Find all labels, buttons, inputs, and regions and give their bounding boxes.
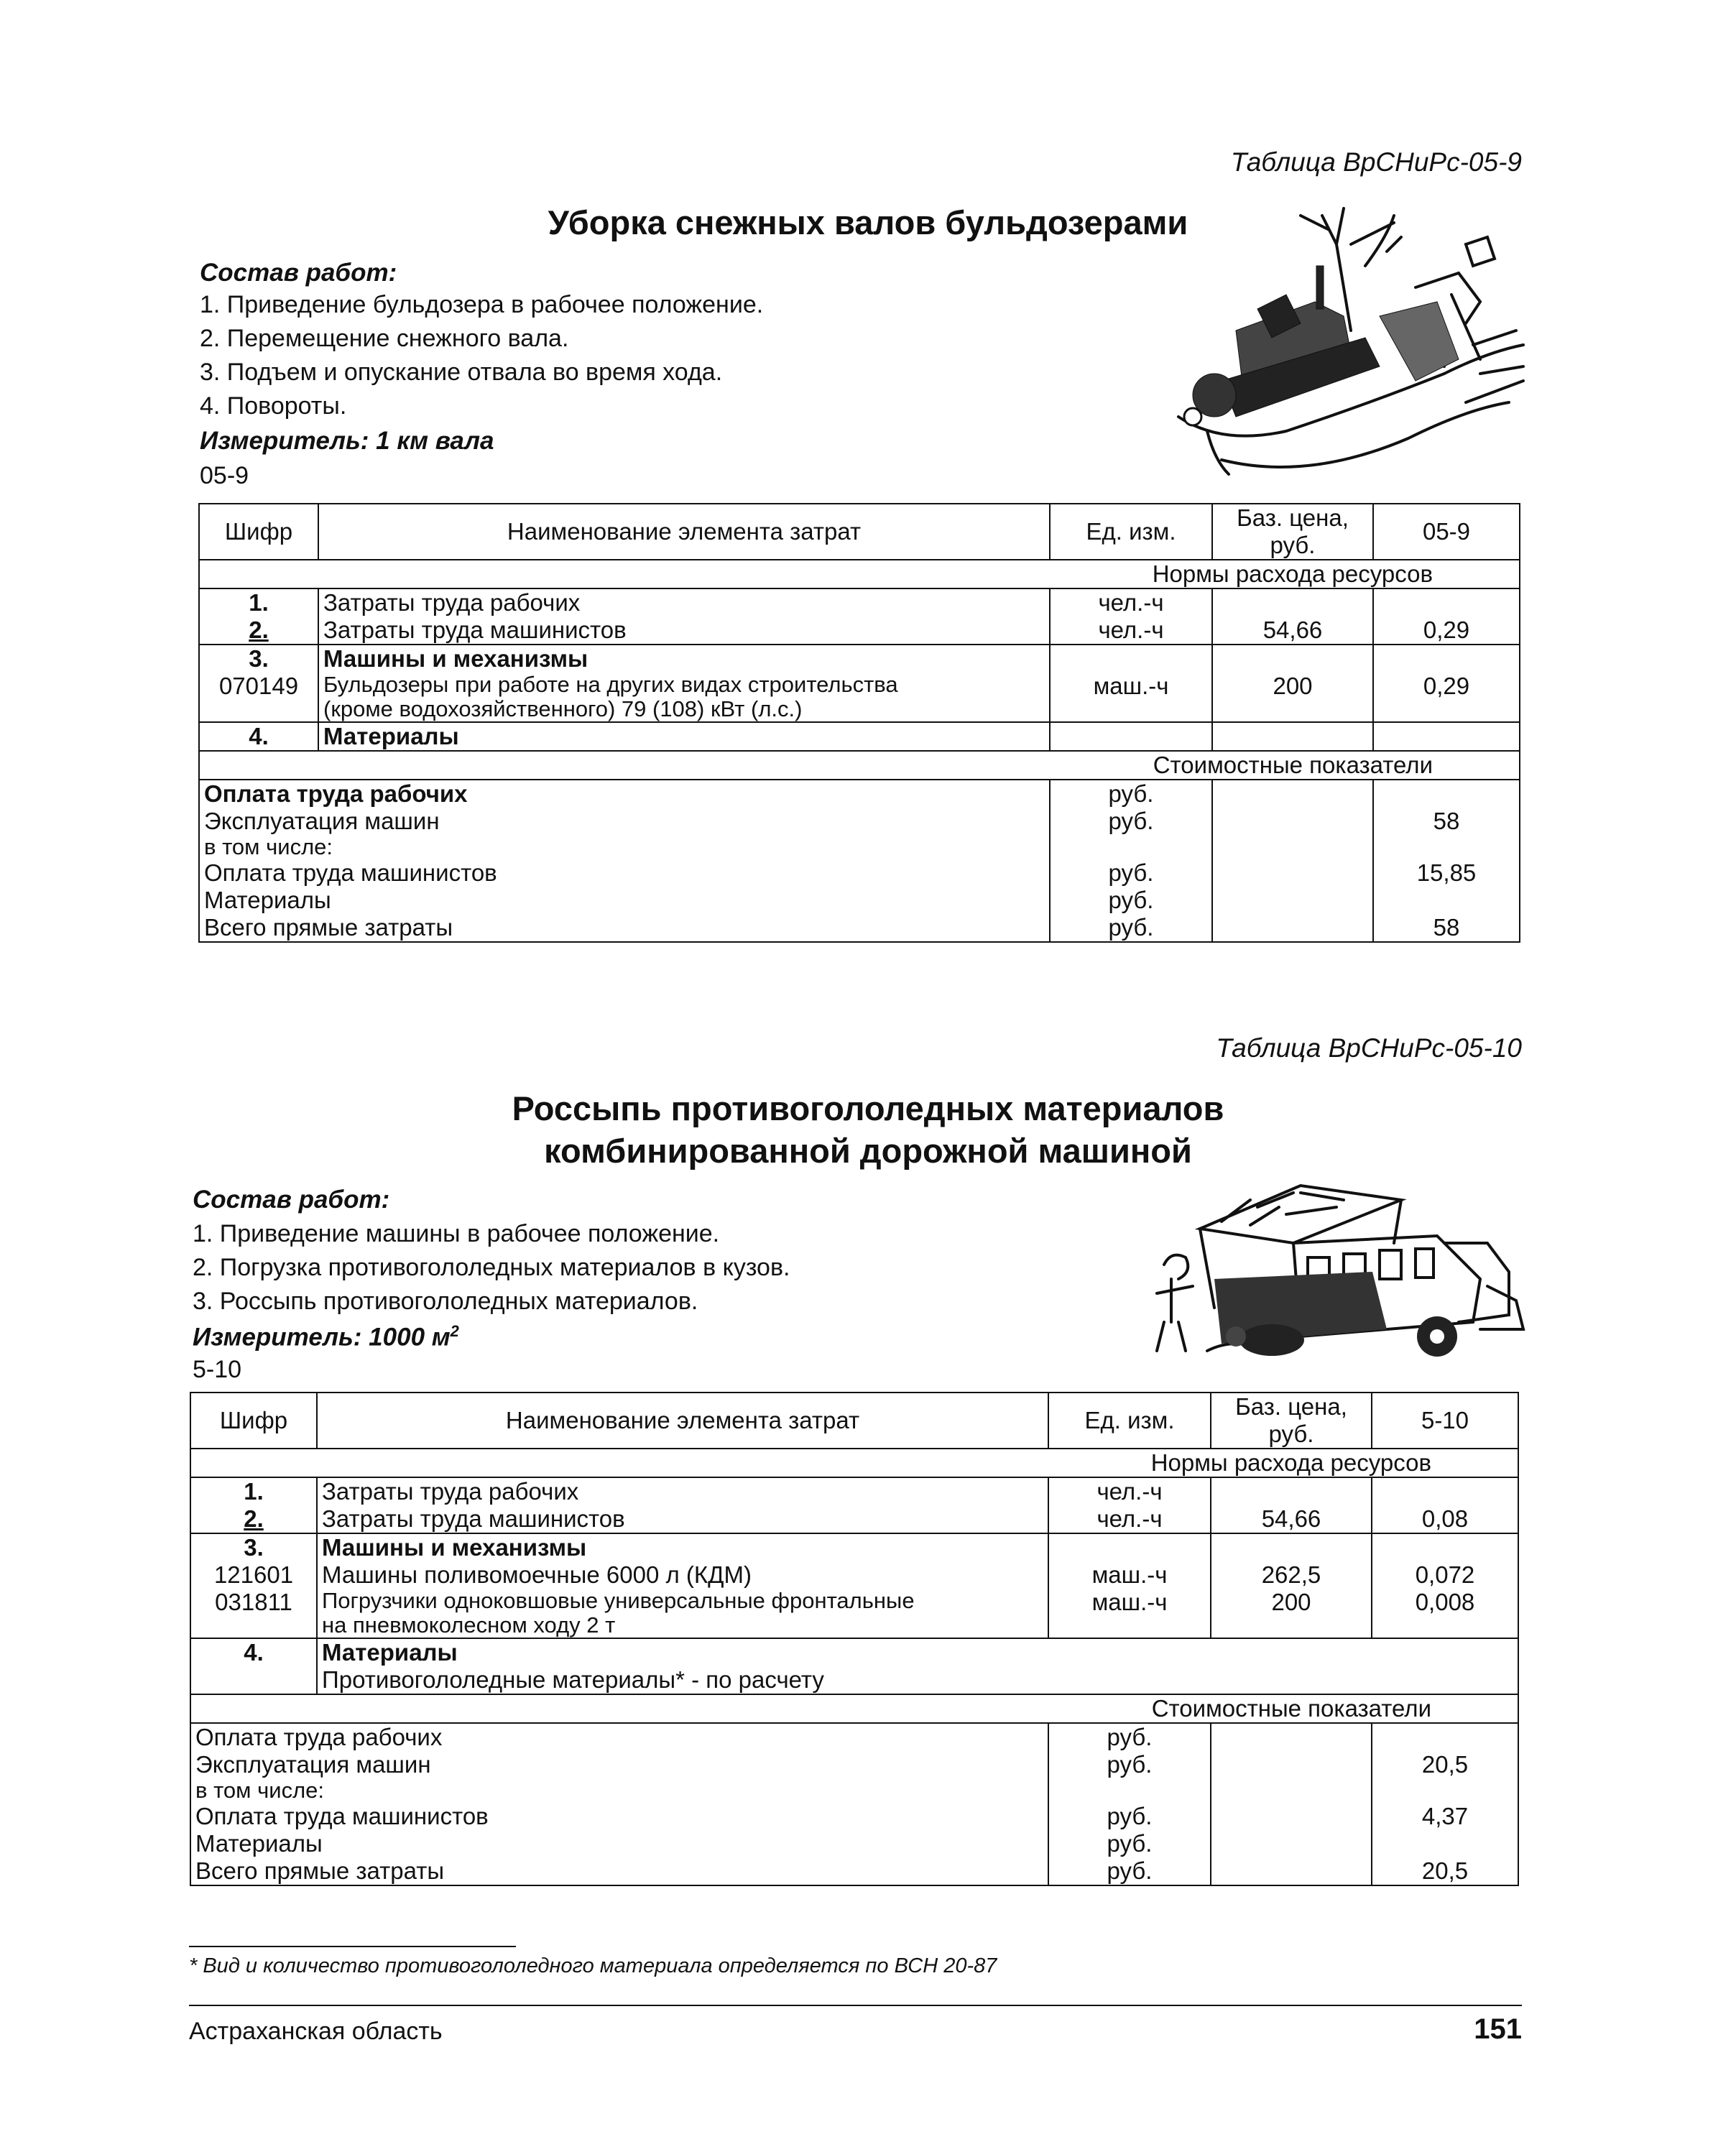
cost-row-value: 58	[1373, 808, 1520, 835]
cost-row-unit: руб.	[1048, 1857, 1211, 1885]
col-header-price: Баз. цена, руб.	[1212, 504, 1373, 560]
row-value: 0,072	[1372, 1561, 1518, 1589]
measure-text: Измеритель: 1000 м	[193, 1323, 451, 1352]
row-unit: маш.-ч	[1048, 1589, 1211, 1638]
footnote-rule	[189, 1946, 516, 1947]
col-header-code: 05-9	[1373, 504, 1520, 560]
row-value: 0,08	[1372, 1505, 1518, 1533]
row-name: Затраты труда рабочих	[318, 588, 1050, 616]
row-name-line: Материалы	[322, 1639, 458, 1666]
row-unit: маш.-ч	[1050, 673, 1212, 722]
work-step: 2. Перемещение снежного вала.	[200, 325, 569, 352]
col-header-cipher: Шифр	[190, 1393, 317, 1449]
cost-row-name: Оплата труда рабочих	[199, 780, 1050, 808]
section-title: Россыпь противогололедных материалов	[512, 1089, 1224, 1127]
cost-row-unit: руб.	[1048, 1803, 1211, 1830]
row-name: Затраты труда машинистов	[318, 616, 1050, 645]
row-name	[317, 1638, 1518, 1694]
col-header-name: Наименование элемента затрат	[317, 1393, 1048, 1449]
row-value: 0,29	[1373, 616, 1520, 645]
bulldozer-illustration	[1150, 201, 1538, 503]
cost-row-name: Оплата труда машинистов	[199, 859, 1050, 887]
table-number: Таблица ВрСНиРс-05-10	[1216, 1033, 1522, 1063]
footnote: * Вид и количество противогололедного материала определяется по ВСН 20-87	[189, 1954, 997, 1977]
cost-row-value: 58	[1373, 914, 1520, 942]
row-price: 200	[1211, 1589, 1372, 1638]
norms-header: Нормы расхода ресурсов	[190, 1449, 1518, 1477]
row-name-line: (кроме водохозяйственного) 79 (108) кВт (л.с.)	[323, 696, 803, 721]
cost-row-name: в том числе:	[190, 1778, 1048, 1803]
row-price: 54,66	[1212, 616, 1373, 645]
cost-row-unit: руб.	[1048, 1751, 1211, 1778]
row-price: 200	[1212, 673, 1373, 722]
table-code: 05-9	[200, 462, 249, 489]
cost-row-value: 20,5	[1372, 1751, 1518, 1778]
row-number: 4.	[199, 722, 318, 751]
row-price: 262,5	[1211, 1561, 1372, 1589]
row-unit: чел.-ч	[1048, 1477, 1211, 1505]
cost-row-name: Материалы	[199, 887, 1050, 914]
cost-row-value: 4,37	[1372, 1803, 1518, 1830]
row-unit: чел.-ч	[1050, 588, 1212, 616]
row-name: Машины поливомоечные 6000 л (КДМ)	[317, 1561, 1048, 1589]
row-name	[318, 673, 1050, 722]
cost-row-unit: руб.	[1050, 887, 1212, 914]
row-name: Затраты труда рабочих	[317, 1477, 1048, 1505]
row-name: Машины и механизмы	[318, 645, 1050, 673]
row-name-line: Противогололедные материалы* - по расчету	[322, 1666, 824, 1693]
cost-row-value: 15,85	[1373, 859, 1520, 887]
cost-row-unit: руб.	[1048, 1723, 1211, 1751]
cost-row-name: в том числе:	[199, 835, 1050, 859]
measure-label: Измеритель: 1 км вала	[200, 427, 494, 455]
row-number: 121601	[190, 1561, 317, 1589]
row-name: Машины и механизмы	[317, 1533, 1048, 1561]
work-step: 1. Приведение машины в рабочее положение.	[193, 1220, 720, 1247]
cost-row-name: Оплата труда рабочих	[190, 1723, 1048, 1751]
col-header-name: Наименование элемента затрат	[318, 504, 1050, 560]
cost-row-name: Эксплуатация машин	[199, 808, 1050, 835]
composition-label: Состав работ:	[200, 259, 397, 287]
work-step: 3. Подъем и опускание отвала во время хода.	[200, 359, 723, 386]
cost-row-unit: руб.	[1050, 808, 1212, 835]
row-price: 54,66	[1211, 1505, 1372, 1533]
cost-row-name: Материалы	[190, 1830, 1048, 1857]
cost-row-value: 20,5	[1372, 1857, 1518, 1885]
cost-header: Стоимостные показатели	[199, 751, 1520, 780]
work-step: 1. Приведение бульдозера в рабочее положение.	[200, 291, 764, 318]
measure-superscript: 2	[450, 1322, 459, 1340]
cost-row-unit: руб.	[1050, 780, 1212, 808]
row-number: 070149	[199, 673, 318, 722]
col-header-cipher: Шифр	[199, 504, 318, 560]
row-number: 4.	[190, 1638, 317, 1694]
row-number: 2.	[199, 616, 318, 645]
row-unit: маш.-ч	[1048, 1561, 1211, 1589]
work-step: 3. Россыпь противогололедных материалов.	[193, 1288, 698, 1315]
col-header-code: 5-10	[1372, 1393, 1518, 1449]
row-name-line: Бульдозеры при работе на других видах строительства	[323, 673, 898, 697]
footer-rule	[189, 2005, 1522, 2006]
row-name-line: на пневмоколесном ходу 2 т	[322, 1612, 616, 1638]
row-name: Затраты труда машинистов	[317, 1505, 1048, 1533]
table-code: 5-10	[193, 1356, 242, 1383]
col-header-unit: Ед. изм.	[1048, 1393, 1211, 1449]
col-header-unit: Ед. изм.	[1050, 504, 1212, 560]
row-number: 1.	[199, 588, 318, 616]
row-unit: чел.-ч	[1048, 1505, 1211, 1533]
cost-row-unit: руб.	[1050, 914, 1212, 942]
row-number: 2.	[190, 1505, 317, 1533]
cost-row-name: Эксплуатация машин	[190, 1751, 1048, 1778]
row-name-line: Погрузчики одноковшовые универсальные фронтальные	[322, 1589, 915, 1613]
col-header-price: Баз. цена, руб.	[1211, 1393, 1372, 1449]
row-number: 3.	[190, 1533, 317, 1561]
cost-header: Стоимостные показатели	[190, 1694, 1518, 1723]
page-number: 151	[1474, 2013, 1522, 2045]
cost-row-unit: руб.	[1048, 1830, 1211, 1857]
road-machine-illustration	[1135, 1164, 1538, 1380]
section-title: Уборка снежных валов бульдозерами	[548, 203, 1188, 241]
composition-label: Состав работ:	[193, 1186, 390, 1214]
row-value: 0,29	[1373, 673, 1520, 722]
row-unit: чел.-ч	[1050, 616, 1212, 645]
row-number: 3.	[199, 645, 318, 673]
row-number: 1.	[190, 1477, 317, 1505]
norms-header: Нормы расхода ресурсов	[199, 560, 1520, 588]
row-number: 031811	[190, 1589, 317, 1638]
row-name	[317, 1589, 1048, 1638]
row-value: 0,008	[1372, 1589, 1518, 1638]
work-step: 4. Повороты.	[200, 392, 347, 420]
resource-table-05-10	[190, 1392, 1519, 1886]
cost-row-name: Всего прямые затраты	[190, 1857, 1048, 1885]
section-title: комбинированной дорожной машиной	[544, 1132, 1192, 1170]
cost-row-unit: руб.	[1050, 859, 1212, 887]
measure-label	[193, 1322, 459, 1352]
resource-table-05-9	[198, 503, 1520, 943]
cost-row-name: Оплата труда машинистов	[190, 1803, 1048, 1830]
row-name: Материалы	[318, 722, 1050, 751]
cost-row-name: Всего прямые затраты	[199, 914, 1050, 942]
footer-region: Астраханская область	[189, 2018, 443, 2045]
work-step: 2. Погрузка противогололедных материалов в кузов.	[193, 1254, 790, 1281]
table-number: Таблица ВрСНиРс-05-9	[1230, 147, 1522, 177]
